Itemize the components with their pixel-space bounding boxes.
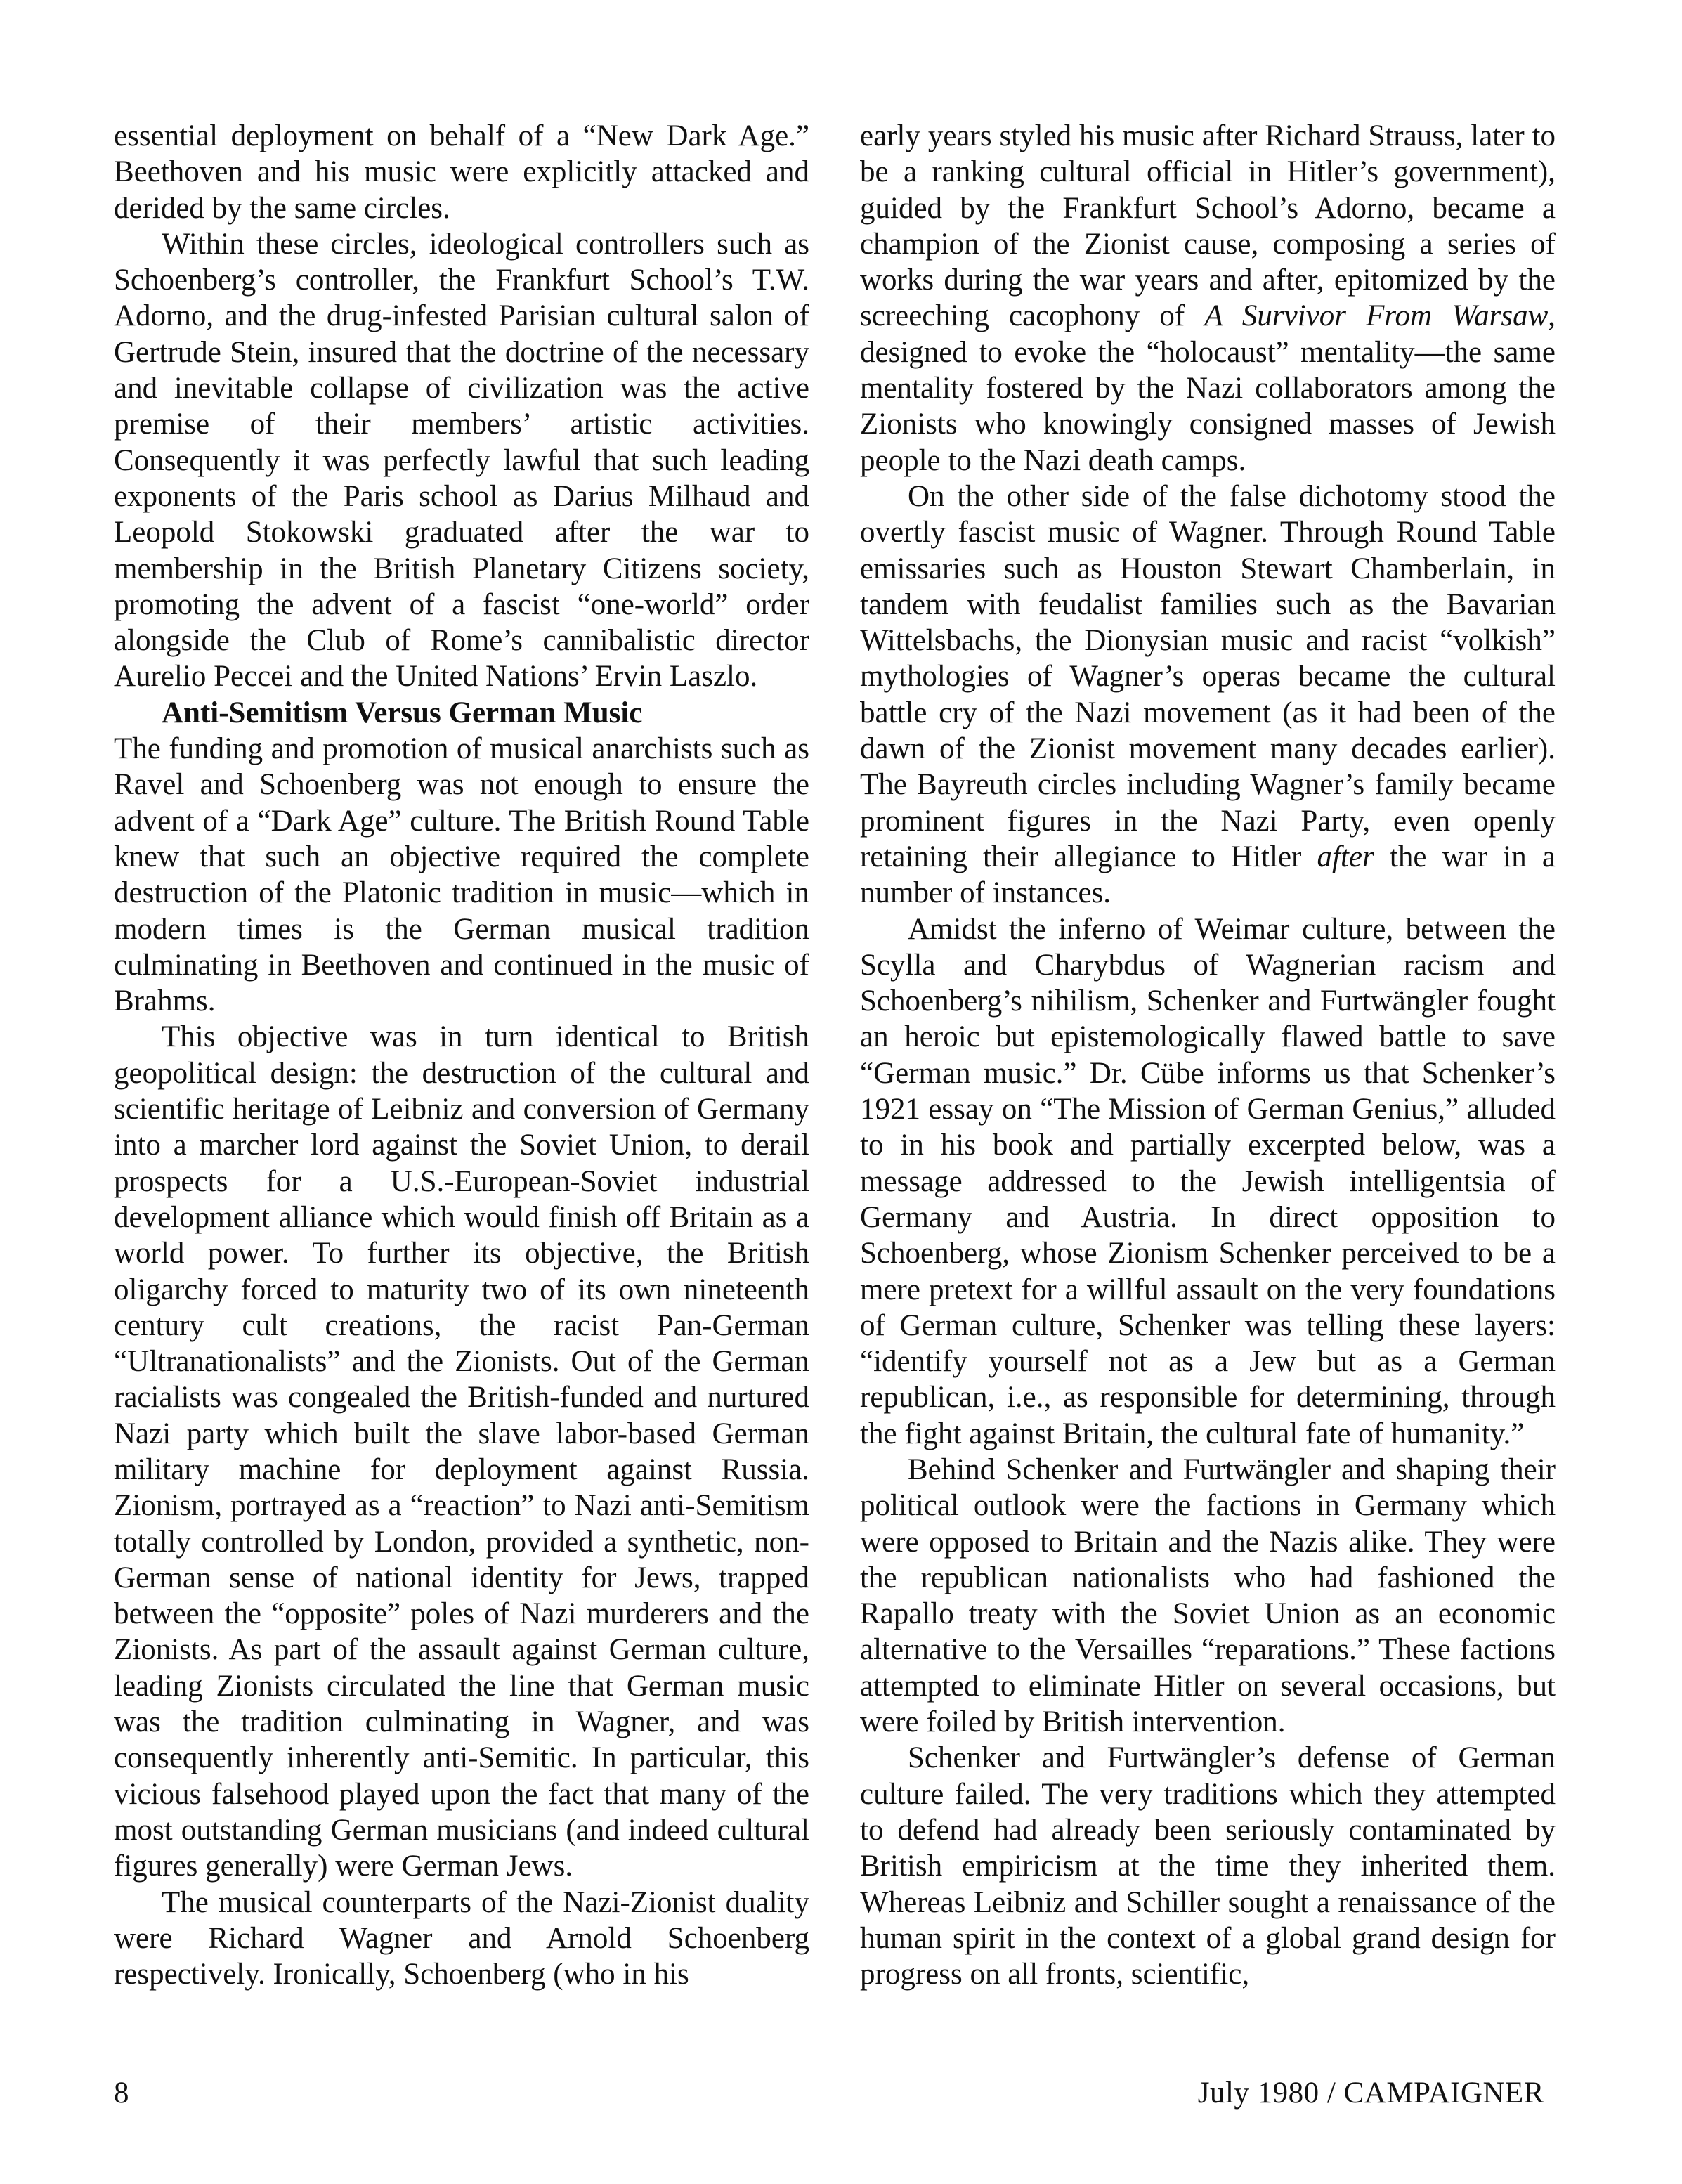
paragraph: [860, 118, 1556, 479]
text-run: the war in a number of instances.: [860, 840, 1556, 910]
paragraph: This objective was in turn identical to British geopolitical design: the destruction of the cultural and scientific heritage of Leibniz and conversion of Germany into a marcher lord against the Soviet Union, to derail prospects for a U.S.-European-Soviet industrial development alliance which would finish off Britain as a world power. To further its objective, the British oligarchy forced to maturity two of its own nineteenth century cult creations, the racist Pan-German “Ultranationalists” and the Zionists. Out of the German racialists was congealed the British-funded and nurtured Nazi party which built the slave labor-based German military machine for deployment against Russia. Zionism, portrayed as a “reaction” to Nazi anti-Semitism totally controlled by London, provided a synthetic, non-German sense of national identity for Jews, trapped between the “opposite” poles of Nazi murderers and the Zionists. As part of the assault against German culture, leading Zionists circulated the line that German music was the tradition culminating in Wagner, and was consequently inherently anti-Semitic. In particular, this vicious falsehood played upon the fact that many of the most outstanding German musicians (and indeed cultural figures generally) were German Jews.: [114, 1020, 809, 1883]
text-run: early years styled his music after Richard Strauss, later to be a ranking cultural official in Hitler’s government), guided by the Frankfurt School’s Adorno, became a champion of the Zionist cause, composing a series of works during the war years and after, epitomized by the screeching cacophony of: [860, 119, 1556, 333]
paragraph: [860, 479, 1556, 911]
emphasis: after: [1317, 840, 1374, 873]
paragraph: essential deployment on behalf of a “New Dark Age.” Beethoven and his music were explicitly attacked and derided by the same circles.: [114, 119, 809, 225]
paragraph: Within these circles, ideological controllers such as Schoenberg’s controller, the Frankfurt School’s T.W. Adorno, and the drug-infested Parisian cultural salon of Gertrude Stein, insured that the doctrine of the necessary and inevitable collapse of civilization was the active premise of their members’ artistic activities. Consequently it was perfectly lawful that such leading exponents of the Paris school as Darius Milhaud and Leopold Stokowski graduated after the war to membership in the British Planetary Citizens society, promoting the advent of a fascist “one-world” order alongside the Club of Rome’s cannibalistic director Aurelio Peccei and the United Nations’ Ervin Laszlo.: [114, 227, 809, 694]
paragraph: Amidst the inferno of Weimar culture, between the Scylla and Charybdus of Wagnerian racism and Schoenberg’s nihilism, Schenker and Furtwängler fought an heroic but epistemologically flawed battle to save “German music.” Dr. Cübe informs us that Schenker’s 1921 essay on “The Mission of German Genius,” alluded to in his book and partially excerpted below, was a message addressed to the Jewish intelligentsia of Germany and Austria. In direct opposition to Schoenberg, whose Zionism Schenker perceived to be a mere pretext for a willful assault on the very foundations of German culture, Schenker was telling these layers: “identify yourself not as a Jew but as a German republican, i.e., as responsible for determining, through the fight against Britain, the cultural fate of humanity.”: [860, 912, 1556, 1450]
section-heading: Anti-Semitism Versus German Music: [162, 696, 643, 729]
text-run: , designed to evoke the “holocaust” mentality—the same mentality fostered by the Nazi collaborators among the Zionists who knowingly consigned masses of Jewish people to the Nazi death camps.: [860, 299, 1556, 477]
paragraph: Behind Schenker and Furtwängler and shaping their political outlook were the factions in Germany which were opposed to Britain and the Nazis alike. They were the republican nationalists who had fashioned the Rapallo treaty with the Soviet Union as an economic alternative to the Versailles “reparations.” These factions attempted to eliminate Hitler on several occasions, but were foiled by British intervention.: [860, 1452, 1556, 1739]
paragraph: Schenker and Furtwängler’s defense of German culture failed. The very traditions which they attempted to defend had already been seriously contaminated by British empiricism at the time they inherited them. Whereas Leibniz and Schiller sought a renaissance of the human spirit in the context of a global grand design for progress on all fronts, scientific,: [860, 1741, 1556, 1991]
paragraph: The musical counterparts of the Nazi-Zionist duality were Richard Wagner and Arnold Schoenberg respectively. Ironically, Schoenberg (who in his: [114, 1885, 809, 1991]
work-title: A Survivor From Warsaw: [1204, 299, 1549, 333]
left-column: [114, 118, 809, 1992]
right-column: [860, 118, 1556, 1992]
page-number: 8: [114, 2076, 129, 2110]
paragraph: The funding and promotion of musical anarchists such as Ravel and Schoenberg was not enough to ensure the advent of a “Dark Age” culture. The British Round Table knew that such an objective required the complete destruction of the Platonic tradition in music—which in modern times is the German musical tradition culminating in Beethoven and continued in the music of Brahms.: [114, 732, 809, 1018]
text-run: On the other side of the false dichotomy stood the overtly fascist music of Wagner. Through Round Table emissaries such as Houston Stewart Chamberlain, in tandem with feudalist families such as the Bavarian Wittelsbachs, the Dionysian music and racist “volkish” mythologies of Wagner’s operas became the cultural battle cry of the Nazi movement (as it had been of the dawn of the Zionist movement many decades earlier). The Bayreuth circles including Wagner’s family became prominent figures in the Nazi Party, even openly retaining their allegiance to Hitler: [860, 479, 1556, 873]
running-footer: July 1980 / CAMPAIGNER: [1197, 2076, 1544, 2110]
